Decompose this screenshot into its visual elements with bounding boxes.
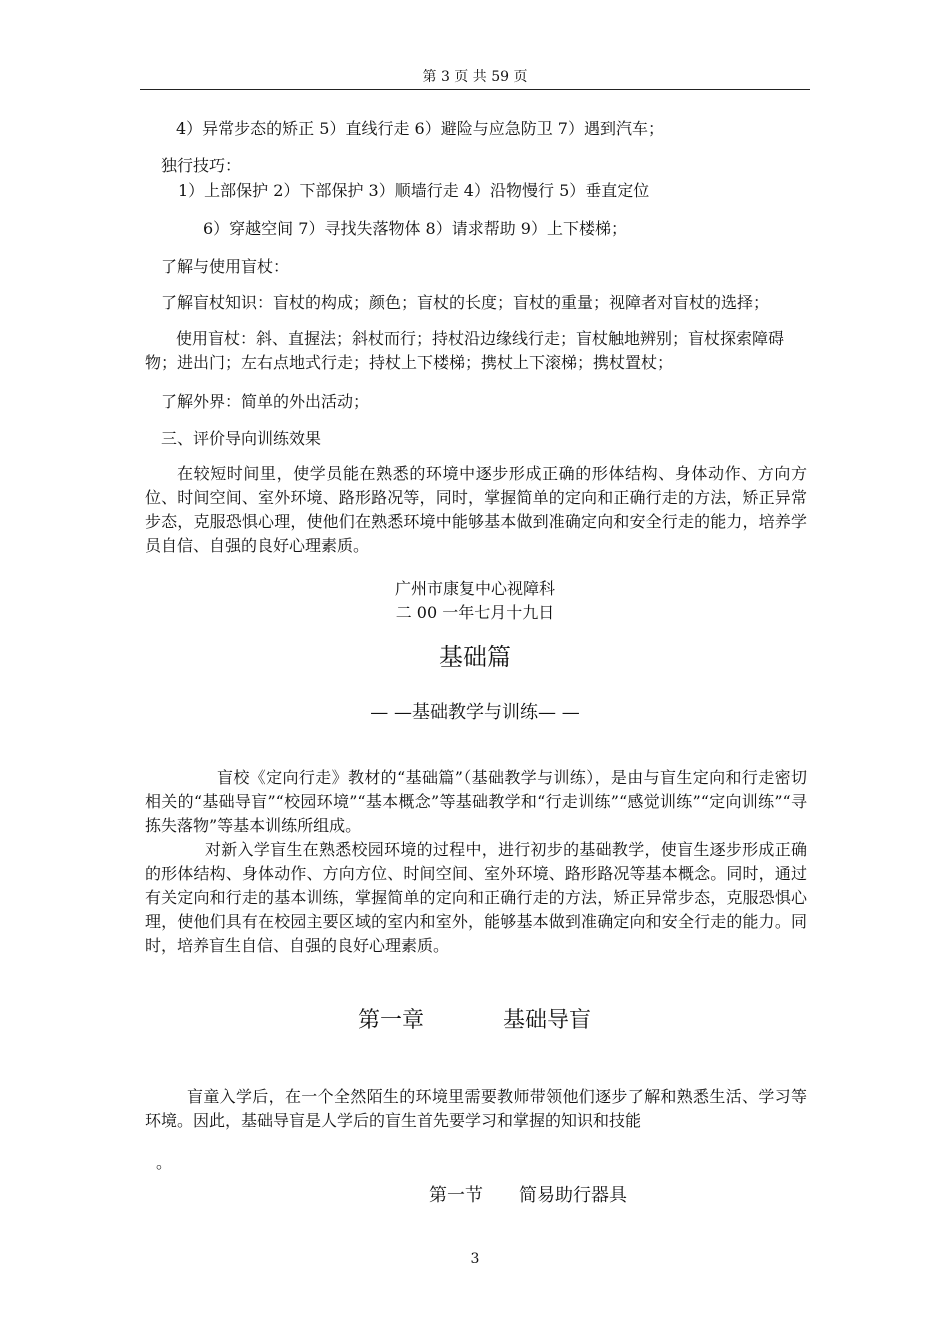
outside-world-line: 了解外界：简单的外出活动； [161,392,370,411]
section-heading-number: 第一节 [429,1185,483,1206]
signature-date: 二 00 一年七月十九日 [395,603,555,622]
intro-paragraph-2: 对新入学盲生在熟悉校园环境的过程中，进行初步的基础教学，使盲生逐步形成正确的形体结构、身体动作、方向方位、时间空间、室外环境、路形路况等基本概念。同时，通过有关定向和行走的基本训练，掌握简单的定向和正确行走的方法，矫正异常步态，克服恐惧心理，使他们具有在校园主要区域的室内和室外，能够基本做到准确定向和安全行走的能力。同时，培养盲生自信、自强的良好心理素质。 [145,840,807,955]
skill-line-1: 4）异常步态的矫正 5）直线行走 6）避险与应急防卫 7）遇到汽车； [176,119,664,138]
solo-skills-label: 独行技巧： [161,156,242,175]
chapter-number: 第一章 [358,1008,425,1033]
section-heading-title: 简易助行器具 [519,1185,627,1206]
cane-knowledge-line: 了解盲杖知识：盲杖的构成；颜色；盲杖的长度；盲杖的重量；视障者对盲杖的选择； [161,293,770,312]
chapter-paragraph: 盲童入学后，在一个全然陌生的环境里需要教师带领他们逐步了解和熟悉生活、学习等环境。因此，基础导盲是人学后的盲生首先要学习和掌握的知识和技能 [145,1087,807,1130]
stray-period: 。 [156,1153,173,1172]
evaluation-paragraph: 在较短时间里，使学员能在熟悉的环境中逐步形成正确的形体结构、身体动作、方向方位、时间空间、室外环境、路形路况等，同时，掌握简单的定向和正确行走的方法，矫正异常步态，克服恐惧心理，使他们在熟悉环境中能够基本做到准确定向和安全行走的能力，培养学员自信、自强的良好心理素质。 [145,464,807,555]
cane-usage-line-2: 物；进出门；左右点地式行走；持杖上下楼梯；携杖上下滚梯；携杖置杖； [145,353,674,372]
cane-heading: 了解与使用盲杖： [161,257,290,276]
section-subtitle: — —基础教学与训练— — [370,702,580,723]
cane-usage-line-1: 使用盲杖：斜、直握法；斜杖而行；持杖沿边缘线行走；盲杖触地辨别；盲杖探索障碍 [176,329,785,348]
section-title: 基础篇 [439,643,511,671]
header-rule [140,89,810,90]
page-header: 第 3 页 共 59 页 [422,69,528,85]
page-number: 3 [470,1251,480,1267]
chapter-title: 基础导盲 [503,1008,592,1033]
signature-org: 广州市康复中心视障科 [394,579,555,598]
evaluation-heading: 三、评价导向训练效果 [161,429,322,448]
solo-skills-line-1: 1）上部保护 2）下部保护 3）顺墙行走 4）沿物慢行 5）垂直定位 [178,181,650,200]
intro-paragraph-1: 盲校《定向行走》教材的“基础篇”（基础教学与训练），是由与盲生定向和行走密切相关的“基础导盲”“校园环境”“基本概念”等基础教学和“行走训练”“感觉训练”“定向训练”“寻拣失落物”等基本训练所组成。 [145,768,807,835]
solo-skills-line-2: 6）穿越空间 7）寻找失落物体 8）请求帮助 9）上下楼梯； [203,219,627,238]
